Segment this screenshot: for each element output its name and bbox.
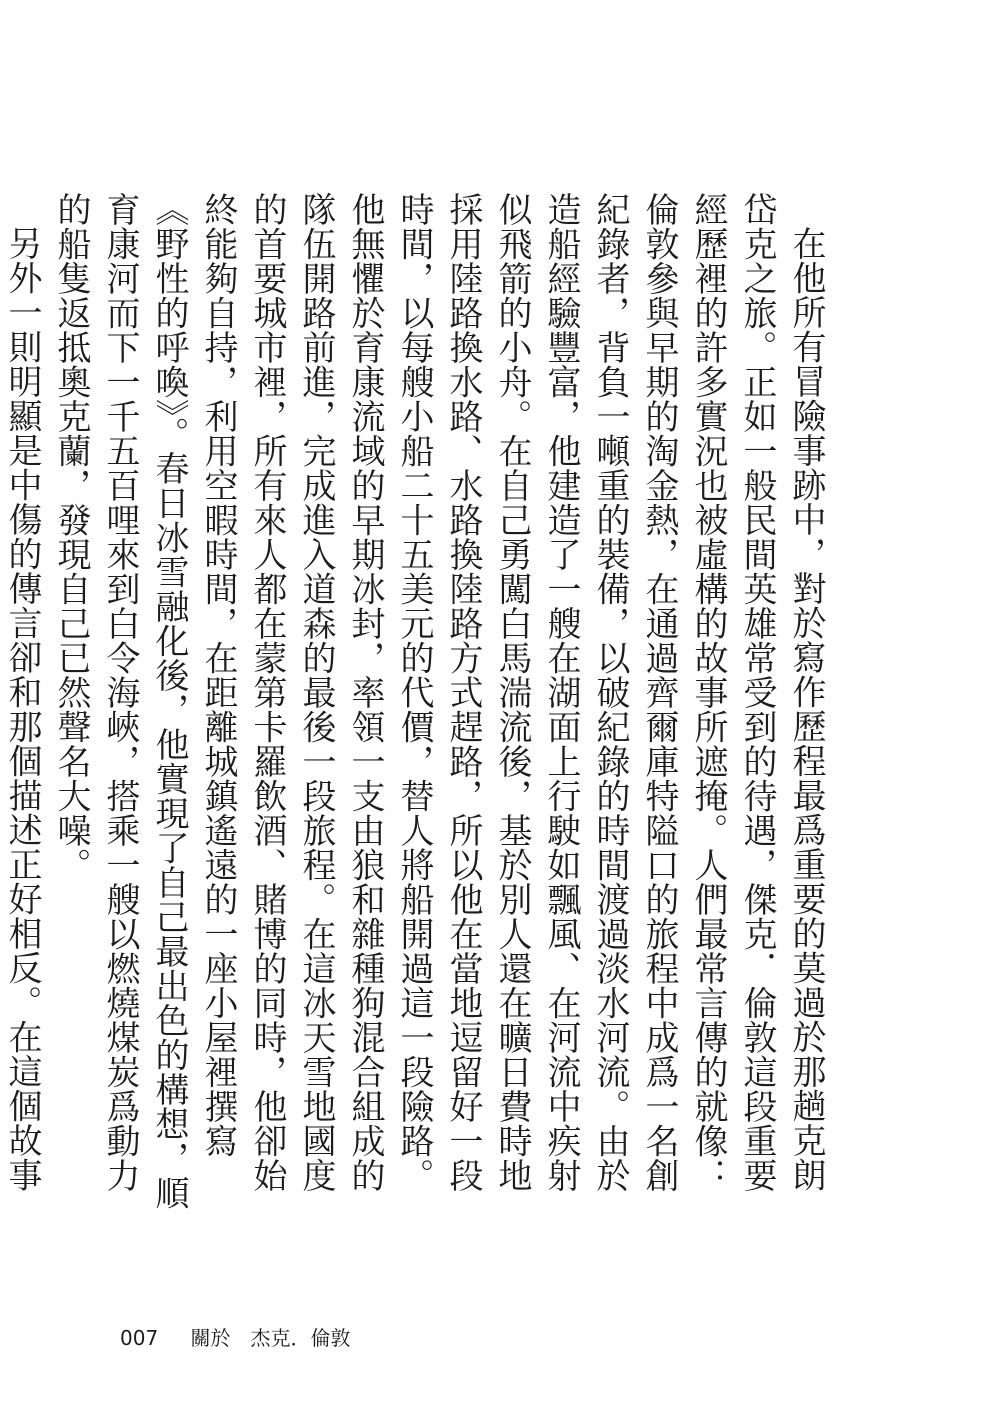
paragraph-1: 在他所有冒險事跡中，對於寫作歷程最爲重要的莫過於那趟克朗岱克之旅。正如一般民間英雄常受到的待遇，傑克．倫敦這段重要經歷裡的許多實況也被虛構的故事所遮掩。人們最常言傳的就像：倫敦參與早期的淘金熱，在通過齊爾庫特隘口的旅程中成爲一名創紀錄者，背負一噸重的裝備，以破紀錄的時間渡過淡水河流。由於造船經驗豐富，他建造了一艘在湖面上行駛如飄風、在河流中疾射似飛箭的小舟。在自己勇闖白馬湍流後，基於別人還在曠日費時地採用陸路換水路、水路換陸路方式趕路，所以他在當地逗留好一段時間，以每艘小船二十五美元的代價，替人將船開過這一段險路。他無懼於育康流域的早期冰封，率領一支由狼和雜種狗混合組成的隊伍開路前進，完成進入道森的最後一段旅程。在這冰天雪地國度的首要城市裡，所有來人都在蒙第卡羅飲酒、賭博的同時，他卻始終能夠自持，利用空暇時間，在距離城鎮遙遠的一座小屋裡撰寫《野性的呼喚》。春日冰雪融化後，他實現了自己最出色的構想，順育康河而下一千五百哩來到白令海峽，搭乘一艘以燃燒煤炭爲動力的船隻返抵奧克蘭，發現自己已然聲名大噪。 — [51, 192, 826, 1210]
running-head: 關於 杰克．倫敦 — [190, 1326, 351, 1350]
paragraph-2: 另外一則明顯是中傷的傳言卻和那個描述正好相反。在這個故事 — [2, 226, 42, 1192]
vertical-text-block — [0, 192, 830, 1222]
page-footer — [120, 1322, 351, 1351]
page-number: 007 — [120, 1326, 159, 1350]
